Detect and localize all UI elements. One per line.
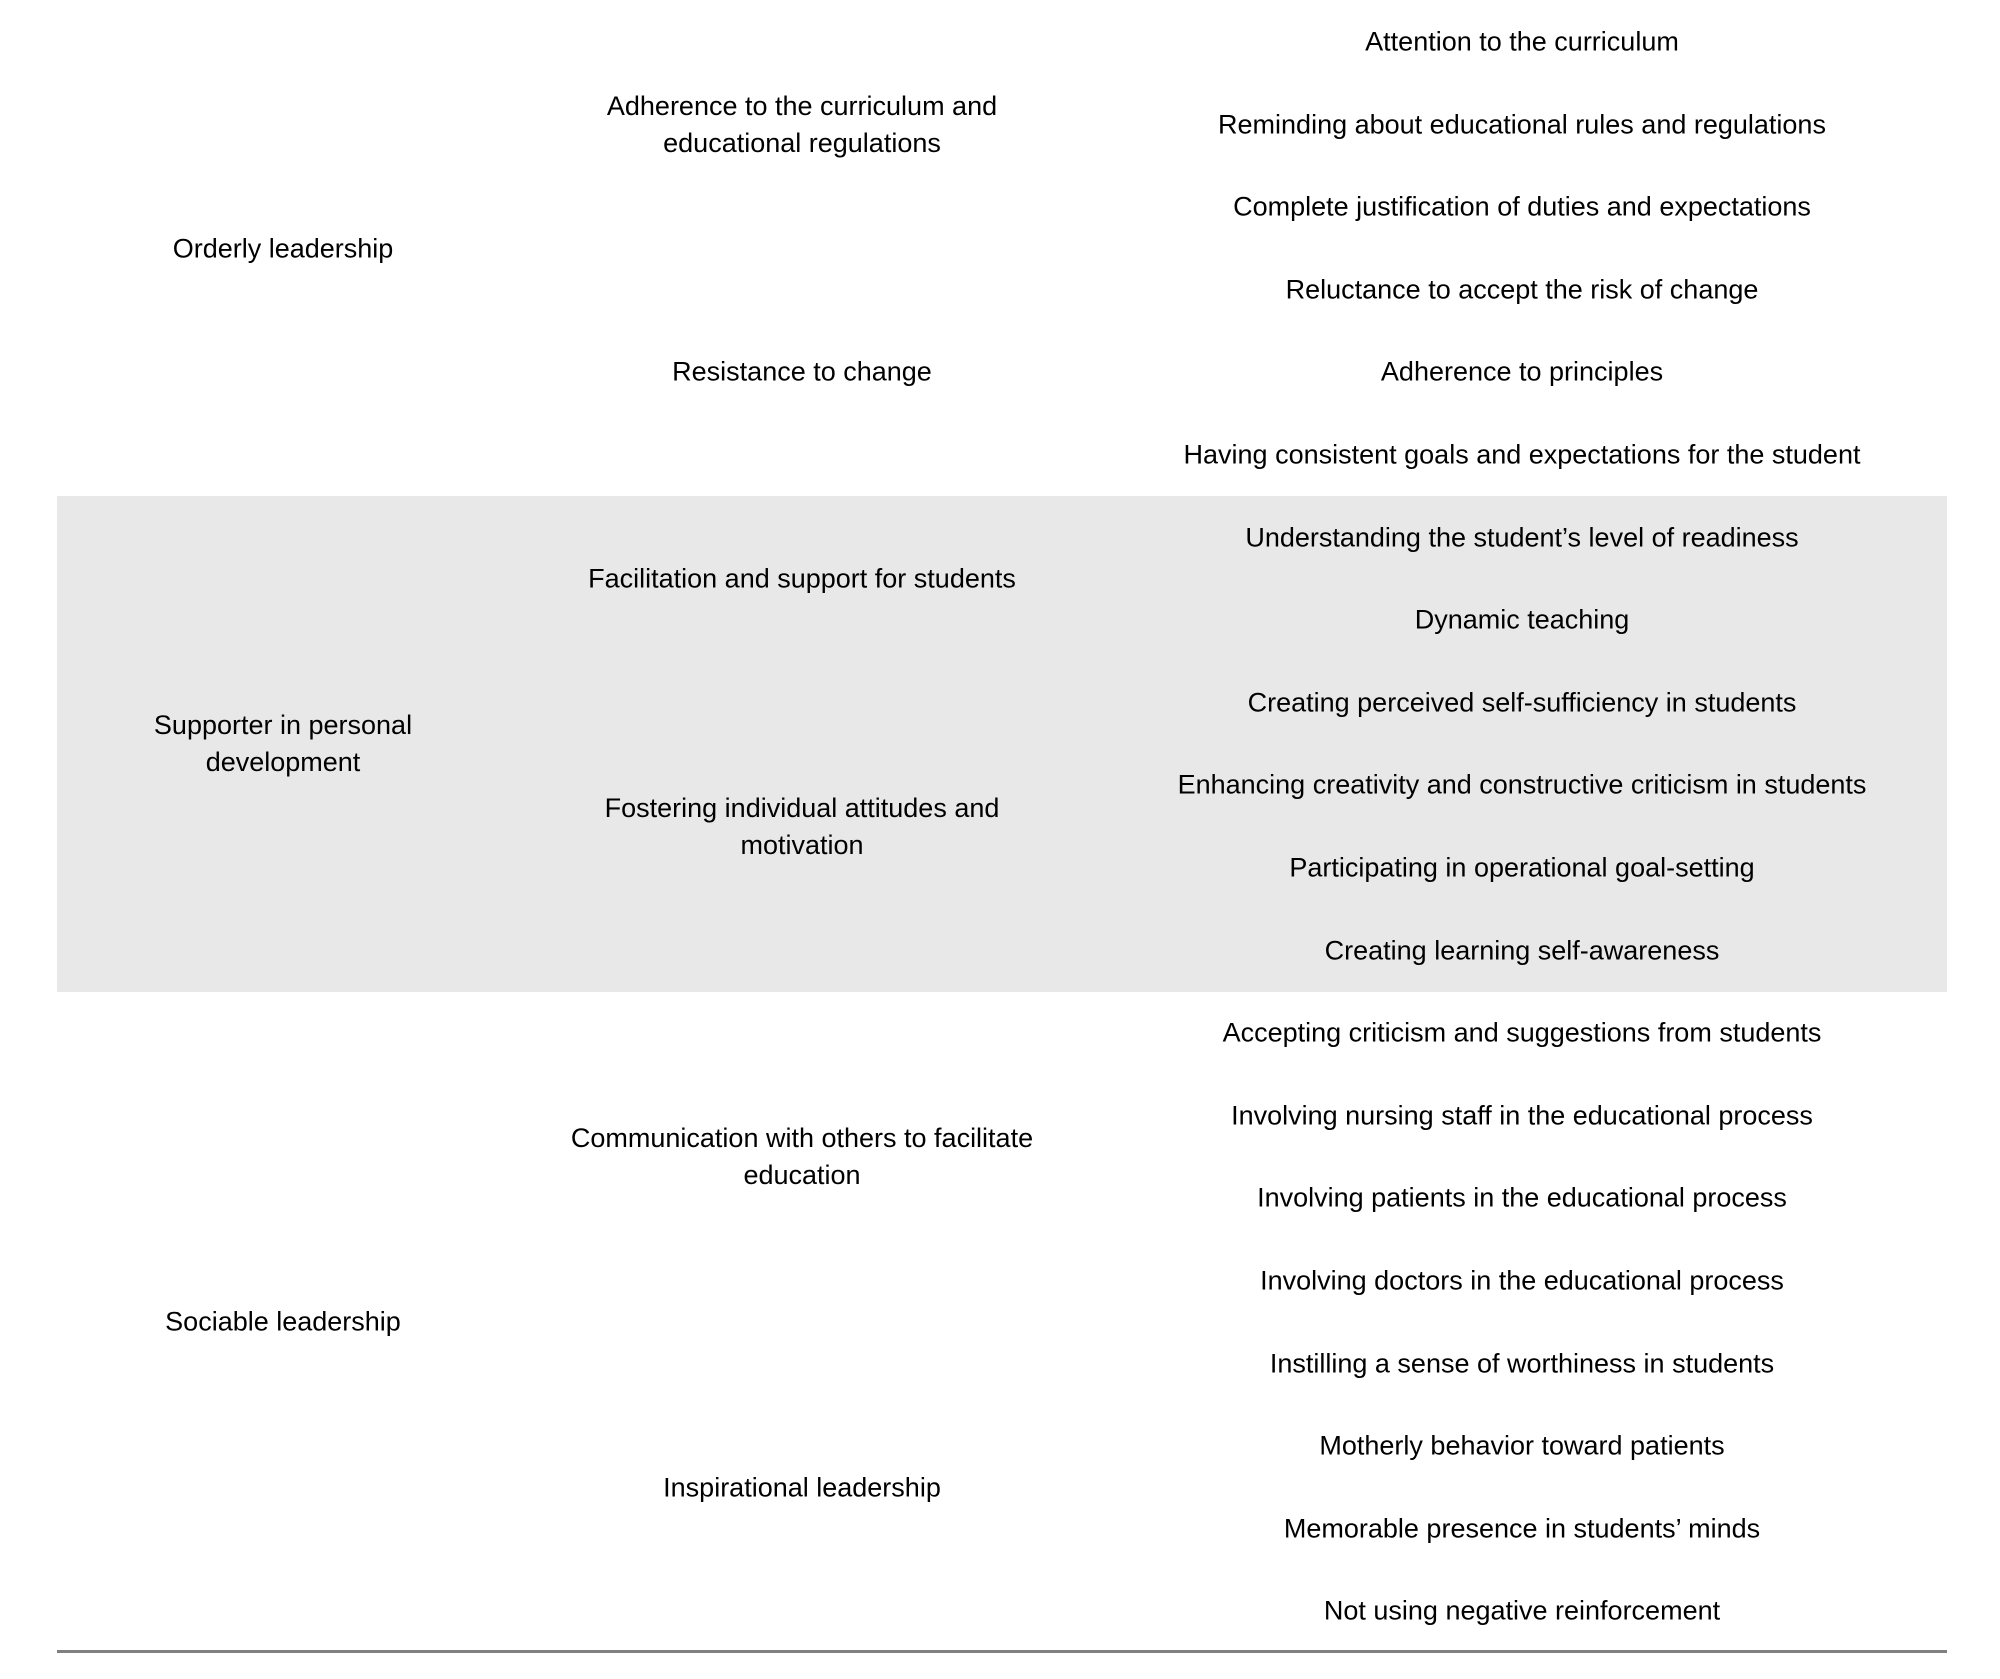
code-cell: Accepting criticism and suggestions from students — [1222, 1017, 1822, 1048]
subtheme-cell: Resistance to change — [672, 356, 932, 387]
code-cell: Participating in operational goal-setting — [1289, 852, 1755, 883]
subtheme-cell: Adherence to the curriculum and educational regulations — [606, 90, 998, 158]
code-cell: Having consistent goals and expectations for the student — [1183, 439, 1861, 470]
code-cell: Involving patients in the educational process — [1257, 1182, 1787, 1213]
code-cell: Attention to the curriculum — [1365, 26, 1679, 57]
code-cell: Enhancing creativity and constructive criticism in students — [1177, 769, 1867, 800]
code-cell: Instilling a sense of worthiness in students — [1269, 1348, 1775, 1379]
code-cell: Reminding about educational rules and regulations — [1218, 109, 1826, 140]
code-cell: Dynamic teaching — [1414, 604, 1630, 635]
code-cell: Motherly behavior toward patients — [1319, 1430, 1725, 1461]
table-bottom-rule — [57, 1650, 1947, 1653]
subtheme-cell: Communication with others to facilitate education — [570, 1123, 1034, 1191]
code-cell: Memorable presence in students’ minds — [1283, 1513, 1761, 1544]
code-cell: Involving nursing staff in the educational process — [1231, 1100, 1813, 1131]
theme-cell: Sociable leadership — [165, 1306, 401, 1337]
code-cell: Not using negative reinforcement — [1323, 1595, 1721, 1626]
theme-cell: Supporter in personal development — [153, 710, 413, 778]
code-cell: Creating perceived self-sufficiency in students — [1247, 687, 1797, 718]
code-cell: Involving doctors in the educational process — [1260, 1265, 1784, 1296]
code-cell: Complete justification of duties and expectations — [1233, 191, 1811, 222]
theme-cell: Orderly leadership — [172, 233, 394, 263]
code-cell: Understanding the student’s level of readiness — [1245, 522, 1799, 553]
code-cell: Reluctance to accept the risk of change — [1285, 274, 1759, 305]
subtheme-cell: Inspirational leadership — [663, 1472, 941, 1502]
code-cell: Creating learning self-awareness — [1324, 935, 1720, 966]
subtheme-cell: Fostering individual attitudes and motivation — [604, 792, 1000, 860]
subtheme-cell: Facilitation and support for students — [588, 563, 1016, 594]
code-cell: Adherence to principles — [1380, 356, 1664, 387]
